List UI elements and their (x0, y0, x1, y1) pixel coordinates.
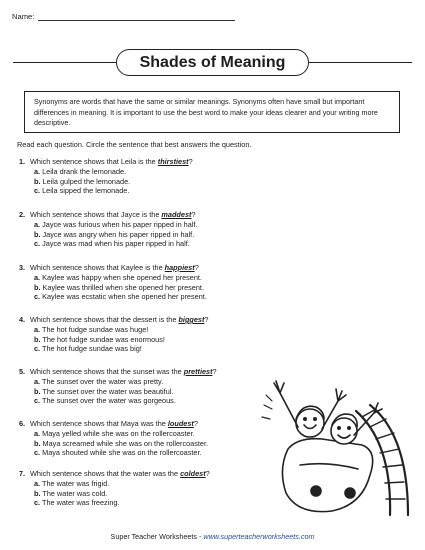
intro-box: Synonyms are words that have the same or similar meanings. Synonyms often have small but important differences in meaning. It is important to use the best word to make your ideas clearer and your writing more descriptive. (24, 91, 400, 133)
option-letter: b. (34, 488, 41, 498)
option-text: The hot fudge sundae was enormous! (42, 334, 165, 344)
question-text: Which sentence shows that the water was the (30, 469, 181, 478)
question-keyword: loudest (167, 419, 194, 428)
question-keyword: thirstiest (157, 157, 189, 166)
option-text: Jayce was angry when his paper ripped in half. (42, 229, 195, 239)
question-number: 6. (19, 419, 26, 428)
question-text: Which sentence shows that Leila is the (30, 157, 158, 166)
question-mark: ? (191, 210, 196, 219)
option-letter: c. (34, 498, 41, 508)
option-letter: a. (34, 428, 41, 438)
option-a[interactable] (34, 325, 208, 335)
question-number: 7. (19, 469, 26, 478)
option-letter: a. (34, 272, 41, 282)
option-letter: a. (34, 376, 41, 386)
option-b[interactable] (34, 489, 210, 499)
footer-link[interactable]: www.superteacherworksheets.com (203, 532, 315, 541)
option-c[interactable] (34, 186, 193, 196)
question-keyword: maddest (161, 210, 192, 219)
question-keyword: prettiest (183, 367, 213, 376)
option-text: The sunset over the water was beautiful. (42, 386, 174, 396)
option-text: Maya yelled while she was on the rollercoaster. (42, 428, 195, 438)
option-c[interactable] (34, 448, 208, 458)
option-text: The sunset over the water was pretty. (42, 376, 164, 386)
option-text: The water was frigid. (42, 478, 110, 488)
question-number: 5. (19, 367, 26, 376)
option-letter: b. (34, 334, 41, 344)
option-letter: a. (34, 166, 41, 176)
option-text: Jayce was furious when his paper ripped in half. (42, 219, 198, 229)
rollercoaster-illustration (258, 365, 418, 517)
question-mark: ? (188, 157, 193, 166)
question-6 (19, 419, 208, 458)
question-keyword: coldest (180, 469, 206, 478)
footer-site: Super Teacher Worksheets (110, 532, 197, 541)
option-text: Jayce was mad when his paper ripped in half. (42, 239, 190, 249)
question-3 (19, 263, 207, 302)
option-c[interactable] (34, 239, 197, 249)
option-text: The hot fudge sundae was big! (42, 344, 142, 354)
title-rule-left (13, 62, 116, 63)
question-number: 1. (19, 157, 26, 166)
option-letter: a. (34, 219, 41, 229)
page-title: Shades of Meaning (116, 49, 309, 76)
footer-separator: - (196, 532, 204, 541)
option-letter: c. (34, 396, 41, 406)
option-a[interactable] (34, 167, 193, 177)
option-text: Kaylee was thrilled when she opened her present. (42, 282, 204, 292)
question-2 (19, 210, 197, 249)
option-a[interactable] (34, 220, 197, 230)
question-4 (19, 315, 208, 354)
option-a[interactable] (34, 429, 208, 439)
option-b[interactable] (34, 177, 193, 187)
option-text: Leila sipped the lemonade. (42, 186, 130, 196)
option-b[interactable] (34, 335, 208, 345)
option-c[interactable] (34, 498, 210, 508)
question-text: Which sentence shows that Jayce is the (30, 210, 162, 219)
option-letter: c. (34, 448, 41, 458)
question-mark: ? (193, 419, 198, 428)
question-mark: ? (205, 469, 210, 478)
question-keyword: biggest (178, 315, 205, 324)
option-text: Leila drank the lemonade. (42, 166, 127, 176)
name-line[interactable] (38, 12, 235, 21)
option-b[interactable] (34, 387, 217, 397)
question-number: 3. (19, 263, 26, 272)
option-letter: b. (34, 176, 41, 186)
option-text: The water was cold. (42, 488, 108, 498)
option-c[interactable] (34, 396, 217, 406)
option-a[interactable] (34, 377, 217, 387)
option-c[interactable] (34, 344, 208, 354)
option-text: Maya screamed while she was on the rollercoaster. (42, 438, 209, 448)
option-b[interactable] (34, 283, 207, 293)
option-letter: a. (34, 478, 41, 488)
title-rule-right (309, 62, 412, 63)
option-text: Leila gulped the lemonade. (42, 176, 131, 186)
question-mark: ? (194, 263, 199, 272)
option-letter: c. (34, 292, 41, 302)
question-text: Which sentence shows that the sunset was the (30, 367, 184, 376)
option-letter: c. (34, 186, 41, 196)
question-1 (19, 157, 193, 196)
option-letter: b. (34, 229, 41, 239)
name-label: Name: (12, 12, 35, 21)
question-text: Which sentence shows that the dessert is the (30, 315, 179, 324)
option-letter: c. (34, 239, 41, 249)
option-c[interactable] (34, 292, 207, 302)
instructions: Read each question. Circle the sentence that best answers the question. (17, 140, 252, 149)
option-letter: a. (34, 324, 41, 334)
option-letter: b. (34, 438, 41, 448)
option-text: Maya shouted while she was on the rollercoaster. (42, 448, 202, 458)
question-7 (19, 469, 210, 508)
option-text: The hot fudge sundae was huge! (42, 324, 149, 334)
question-keyword: happiest (164, 263, 195, 272)
question-number: 4. (19, 315, 26, 324)
footer (0, 532, 425, 541)
question-text: Which sentence shows that Kaylee is the (30, 263, 165, 272)
question-mark: ? (204, 315, 209, 324)
option-text: Kaylee was ecstatic when she opened her present. (42, 292, 207, 302)
question-mark: ? (212, 367, 217, 376)
option-letter: b. (34, 386, 41, 396)
option-b[interactable] (34, 439, 208, 449)
question-5 (19, 367, 217, 406)
question-number: 2. (19, 210, 26, 219)
option-letter: b. (34, 282, 41, 292)
question-text: Which sentence shows that Maya was the (30, 419, 168, 428)
name-field (12, 12, 235, 21)
option-text: The water was freezing. (42, 498, 120, 508)
option-letter: c. (34, 344, 41, 354)
option-a[interactable] (34, 273, 207, 283)
option-b[interactable] (34, 230, 197, 240)
option-a[interactable] (34, 479, 210, 489)
option-text: Kaylee was happy when she opened her present. (42, 272, 202, 282)
option-text: The sunset over the water was gorgeous. (42, 396, 176, 406)
